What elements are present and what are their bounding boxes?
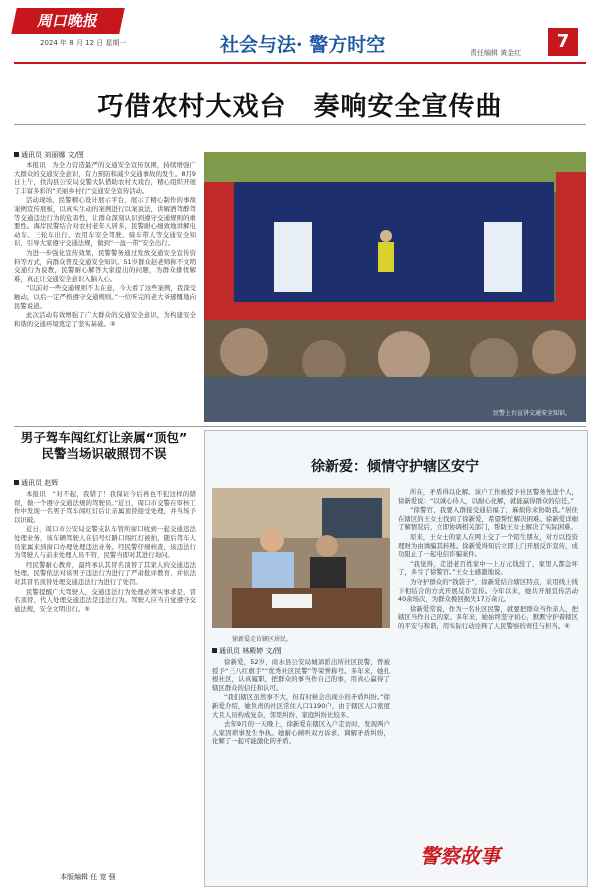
paragraph: “我觉得，走进老百姓家中一上万元钱没了，家里人都急坏了，多亏了徐警官。”王女士感激地说。 bbox=[398, 559, 578, 577]
paragraph: 此次活动有效增强了广大群众的交通安全意识，为构建安全和谐的交通环境奠定了坚实基础。⑤ bbox=[14, 311, 196, 328]
paragraph: 去年9月的一天晚上，徐新爱在辖区入户走访时，发现两户人家因琐事发生争执。她耐心倾听双方诉求，调解矛盾纠纷，化解了一起可能激化的矛盾。 bbox=[212, 720, 390, 746]
feature-photo bbox=[212, 488, 390, 628]
newspaper-logo: 周口晚报 bbox=[11, 8, 125, 34]
story-two-headline-line2: 民警当场识破照罚不误 bbox=[41, 446, 167, 461]
story-two-byline: 通讯员 赵辉 bbox=[14, 478, 58, 488]
paragraph: “我们辖区虽然事不大，但有时候会出现小的矛盾纠纷。”徐新爱介绍，她负责的社区常住人口1190户，由于辖区人口密度大且人员构成复杂，邻里纠纷、家庭纠纷比较多。 bbox=[212, 693, 390, 719]
paragraph: 所在，矛盾得以化解。该户工作被授予社区警务先进个人，徐新爱说：“以诚心待人，以耐心化解，就能赢得群众的信任。” bbox=[398, 488, 578, 505]
feature-text-right bbox=[398, 488, 578, 828]
stage-photo bbox=[204, 152, 586, 422]
page-footer-editor: 本版编辑 任 宽 强 bbox=[60, 873, 116, 881]
masthead bbox=[0, 0, 600, 64]
paragraph: 经民警耐心教育，最终承认其冒名顶替了其家人的交通违法处理。民警依法对该男子违法行为进行了严肃批评教育，并依法对其冒名顶替处理交通违法行为进行了处罚。 bbox=[14, 560, 196, 586]
feature-title: 徐新爱：倾情守护辖区安宁 bbox=[311, 459, 479, 475]
page-number: 7 bbox=[548, 28, 578, 56]
stage-photo-image bbox=[204, 152, 586, 422]
section-name-a: 社会与法 bbox=[220, 34, 297, 56]
paragraph: 原来，王女士的家人在网上交了一个陌生朋友，对方以投资理财为由诱骗其转账。徐新爱得知后立即上门开展反诈宣传，成功阻止了一起电信诈骗案件。 bbox=[398, 532, 578, 559]
section-title bbox=[220, 30, 385, 57]
masthead-divider bbox=[14, 62, 586, 64]
section-name-b: · 警方时空 bbox=[296, 34, 386, 56]
paragraph: 徐新爱，52岁，商水县公安局城郊派出所社区民警，曾被授予“三八红旗手”“优秀社区民警”等荣誉称号。多年来，她扎根社区，认真履职，把群众的事当作自己的事，用真心赢得了辖区群众的信任和认可。 bbox=[212, 658, 390, 692]
headline-divider bbox=[14, 124, 586, 125]
paragraph: 近日，周口市公安局交警支队车管所窗口收到一起交通违法处理业务，该车辆驾驶人在信号灯路口闯红灯被拍，随后驾车人员家属来到窗口办理处理违法业务。经民警仔细核查，该违法行为驾驶人与前来处理人员不符，民警当即对其进行询问。 bbox=[14, 525, 196, 560]
feature-photo-image bbox=[212, 488, 390, 628]
section-divider bbox=[14, 426, 586, 427]
stage-photo-caption: 民警上台宣讲交通安全知识。 bbox=[493, 410, 572, 417]
paragraph: 徐新爱常说，作为一名社区民警，就要把群众当作亲人，把辖区当作自己的家。多年来，她始终坚守初心，默默守护着辖区的平安与和谐，用实际行动诠释了人民警察的责任与担当。⑤ bbox=[398, 604, 578, 630]
paragraph: “徐警官，我要入群接受通信福了，麻烦你来协助我。”居住在辖区的王女士找到了徐新爱，希望帮忙解决困难。徐新爱详细了解情况后，立即协调相关部门，帮助王女士解决了实际困难。 bbox=[398, 506, 578, 532]
page-editor: 责任编辑 黄金红 bbox=[470, 49, 522, 57]
feature-photo-caption: 徐新爱走访辖区居民。 bbox=[232, 636, 293, 643]
paragraph: 活动现场，民警精心设计展示平台，展示了精心制作的事故案例宣传展板，以真实生动的案例进行以案说法，讲解酒驾醉驾等交通违法行为的危害性，让群众深刻认识到遵守交通规则的重要性。海岸民警结合对农村老年人居多，民警耐心细致地讲解电动车、三轮车出行、农用车安全驾驶、骑车带人等交通安全知识，引导大家遵守交通法规，做到“一盔一带”安全出行。 bbox=[14, 196, 196, 248]
paragraph: “以前对一些交通规则不太在意，今天看了这些案例，我深受触动。以后一定严格遵守交通规则。”一位听完的老大爷感慨地向民警说道。 bbox=[14, 284, 196, 310]
paragraph: 本报讯 “对不起，我错了！我保证今后再也不犯这样的错误，做一个遵守交通法规的驾驶员。”近日，周口市交警在审核工作中发现一名男子驾车闯红灯后让亲属顶替接受处理，并当场予以识破。 bbox=[14, 490, 196, 524]
main-byline: 通讯员 刘丽娜 文/图 bbox=[14, 150, 84, 160]
paragraph: 为进一步强化宣传效果，民警警务通过发放交通安全宣传资料等方式，向群众普及交通安全知识。51岁群众赵老师称不文明交通行为说教，民警耐心解答大家提出的问题，为群众排忧解难，真正让交通安全意识入脑入心。 bbox=[14, 248, 196, 283]
paragraph: 本报讯 为全力营造最严的交通安全宣传氛围，持续增强广大群众的交通安全意识，有力预防和减少交通事故的发生。8月9日上午，扶沟县公安局交警大队借助农村大戏台，精心组织开展了丰富多彩的“美丽乡村行”交通安全宣传活动。 bbox=[14, 161, 196, 195]
feature-byline: 通讯员 林殿婷 文/图 bbox=[212, 646, 282, 656]
story-two-text bbox=[14, 490, 196, 862]
story-two-headline bbox=[14, 430, 194, 462]
paragraph: 民警提醒广大驾驶人，交通违法行为处理必须实事求是，冒名顶替、代人处理交通违法是违法行为。驾驶人应当自觉遵守交通法规，安全文明出行。⑤ bbox=[14, 587, 196, 613]
feature-text-left bbox=[212, 658, 390, 876]
main-headline: 巧借农村大戏台 奏响安全宣传曲 bbox=[97, 92, 503, 122]
issue-date: 2024 年 8 月 12 日 星期一 bbox=[40, 39, 127, 47]
main-story-text bbox=[14, 161, 196, 423]
police-story-stamp: 警察故事 bbox=[420, 844, 500, 868]
story-two-headline-line1: 男子驾车闯红灯让亲属“顶包” bbox=[20, 430, 188, 445]
paragraph: 为守护群众的“钱袋子”，徐新爱结合辖区特点，采用线上线下相结合的方式开展反诈宣传。今年以来，她共开展宣传活动40余场次，为群众挽回损失17万余元。 bbox=[398, 577, 578, 604]
